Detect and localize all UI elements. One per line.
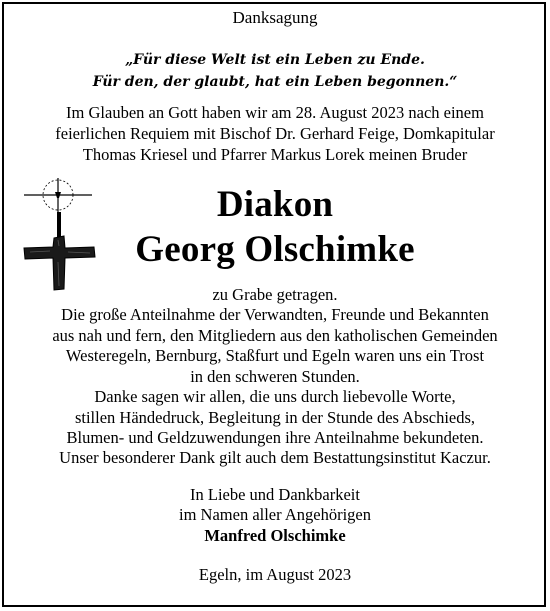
intro-line-1: Im Glauben an Gott haben wir am 28. August 2023 nach einem	[66, 103, 484, 122]
closing-line-2: im Namen aller Angehörigen	[179, 505, 371, 524]
deceased-name: Georg Olschimke	[135, 229, 415, 270]
place-date: Egeln, im August 2023	[198, 565, 352, 584]
thanks-line-9: Unser besonderer Dank gilt auch dem Bestattungsinstitut Kaczur.	[59, 448, 491, 467]
thanks-line-6: Danke sagen wir allen, die uns durch liebevolle Worte,	[94, 387, 456, 406]
deceased-title: Diakon	[216, 184, 334, 225]
signature: Manfred Olschimke	[204, 526, 346, 545]
notice-heading: Danksagung	[232, 8, 318, 27]
closing-line-1: In Liebe und Dankbarkeit	[190, 485, 360, 504]
thanks-line-5: in den schweren Stunden.	[190, 367, 360, 386]
thanks-line-1: zu Grabe getragen.	[212, 285, 338, 304]
thanks-line-7: stillen Händedruck, Begleitung in der Stunde des Abschieds,	[74, 408, 476, 427]
thanks-line-4: Westeregeln, Bernburg, Staßfurt und Egeln waren uns ein Trost	[65, 346, 485, 365]
intro-line-3: Thomas Kriesel und Pfarrer Markus Lorek meinen Bruder	[82, 145, 468, 164]
quote-line-1: „Für diese Welt ist ein Leben zu Ende.	[125, 52, 425, 68]
thanks-line-8: Blumen- und Geldzuwendungen ihre Anteilnahme bekundeten.	[66, 428, 484, 447]
quote-line-2: Für den, der glaubt, hat ein Leben begonnen.“	[92, 74, 458, 90]
intro-line-2: feierlichen Requiem mit Bischof Dr. Gerhard Feige, Domkapitular	[55, 124, 495, 143]
thanks-line-3: aus nah und fern, den Mitgliedern aus den katholischen Gemeinden	[52, 326, 498, 345]
thanks-line-2: Die große Anteilnahme der Verwandten, Freunde und Bekannten	[61, 305, 489, 324]
